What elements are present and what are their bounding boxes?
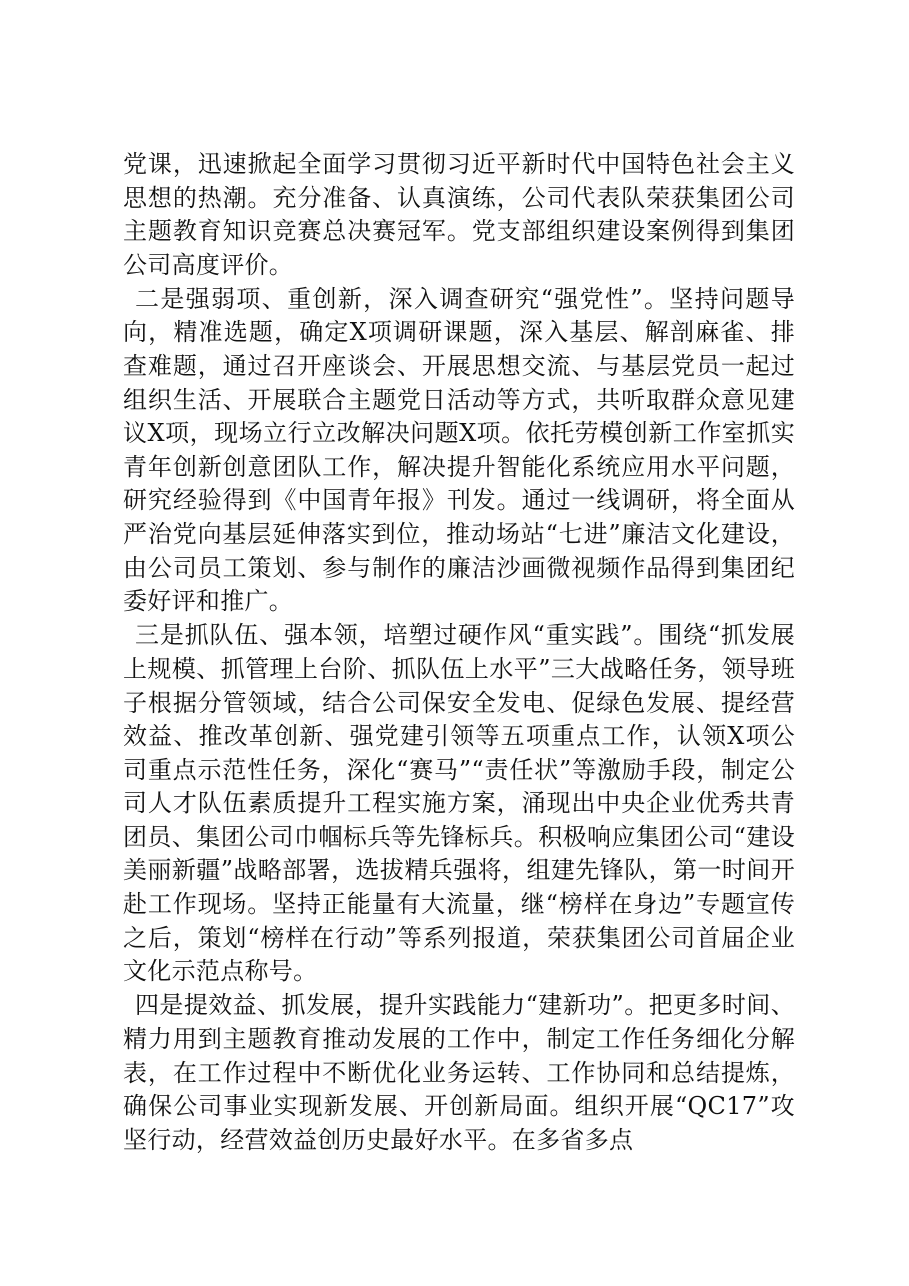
paragraph-point-three: 三是抓队伍、强本领，培塑过硬作风“重实践”。围绕“抓发展上规模、抓管理上台阶、抓队伍上水平”三大战略任务，领导班子根据分管领域，结合公司保安全发电、促绿色发展、提经营效益、推改革创新、强党建引领等五项重点工作，认领X项公司重点示范性任务，深化“赛马”“责任状”等激励手段，制定公司人才队伍素质提升工程实施方案，涌现出中央企业优秀共青团员、集团公司巾帼标兵等先锋标兵。积极响应集团公司“建设美丽新疆”战略部署，选拔精兵强将，组建先锋队，第一时间开赴工作现场。坚持正能量有大流量，继“榜样在身边”专题宣传之后，策划“榜样在行动”等系列报道，荣获集团公司首届企业文化示范点称号。 xyxy=(123,621,795,986)
document-body xyxy=(123,148,795,1157)
paragraph-point-four: 四是提效益、抓发展，提升实践能力“建新功”。把更多时间、精力用到主题教育推动发展的工作中，制定工作任务细化分解表，在工作过程中不断优化业务运转、工作协同和总结提炼，确保公司事业实现新发展、开创新局面。组织开展“QC17”攻坚行动，经营效益创历史最好水平。在多省多点 xyxy=(123,991,795,1154)
paragraph-point-two: 二是强弱项、重创新，深入调查研究“强党性”。坚持问题导向，精准选题，确定X项调研课题，深入基层、解剖麻雀、排查难题，通过召开座谈会、开展思想交流、与基层党员一起过组织生活、开展联合主题党日活动等方式，共听取群众意见建议X项，现场立行立改解决问题X项。依托劳模创新工作室抓实青年创新创意团队工作，解决提升智能化系统应用水平问题，研究经验得到《中国青年报》刊发。通过一线调研，将全面从严治党向基层延伸落实到位，推动场站“七进”廉洁文化建设，由公司员工策划、参与制作的廉洁沙画微视频作品得到集团纪委好评和推广。 xyxy=(123,284,795,616)
paragraph-continuation: 党课，迅速掀起全面学习贯彻习近平新时代中国特色社会主义思想的热潮。充分准备、认真演练，公司代表队荣获集团公司主题教育知识竞赛总决赛冠军。党支部组织建设案例得到集团公司高度评价。 xyxy=(123,150,795,279)
